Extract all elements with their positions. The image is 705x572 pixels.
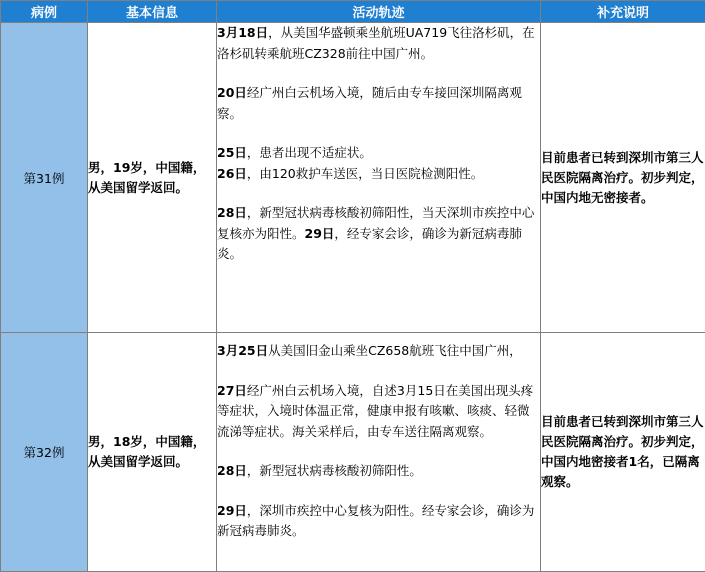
track-date: 25日 <box>217 145 247 160</box>
track-text: ，患者出现不适症状。 <box>247 145 372 160</box>
track-text: 经广州白云机场入境，随后由专车接回深圳隔离观察。 <box>217 85 522 121</box>
track-text: ，深圳市疾控中心复核为阳性。经专家会诊，确诊为新冠病毒肺炎。 <box>217 503 534 539</box>
track-text: ，新型冠状病毒核酸初筛阳性。 <box>247 463 422 478</box>
track-date: 28日 <box>217 463 247 478</box>
track-text: ，经专家会诊，确诊为新冠病毒肺炎。 <box>217 226 522 262</box>
track-text: 从美国旧金山乘坐CZ658航班飞往中国广州， <box>268 343 522 358</box>
track-paragraph <box>217 83 540 124</box>
supplementary-note: 目前患者已转到深圳市第三人民医院隔离治疗。初步判定，中国内地无密接者。 <box>541 23 705 333</box>
track-date: 29日 <box>305 226 335 241</box>
table-row <box>1 333 705 572</box>
header-case: 病例 <box>1 1 88 23</box>
track-date: 29日 <box>217 503 247 518</box>
track-date: 28日 <box>217 205 247 220</box>
track-date: 26日 <box>217 166 247 181</box>
case-id: 第31例 <box>1 23 88 333</box>
activity-track <box>217 333 541 572</box>
track-text: ，从美国华盛顿乘坐航班UA719飞往洛杉矶，在洛杉矶转乘航班CZ328前往中国广州。 <box>217 25 535 61</box>
track-date: 27日 <box>217 383 247 398</box>
track-text: ，由120救护车送医，当日医院检测阳性。 <box>247 166 483 181</box>
basic-info: 男，18岁，中国籍，从美国留学返回。 <box>88 333 217 572</box>
track-text: 经广州白云机场入境，自述3月15日在美国出现头疼等症状，入境时体温正常，健康申报有咳嗽、咳痰、轻微流涕等症状。海关采样后，由专车送往隔离观察。 <box>217 383 533 439</box>
track-date: 20日 <box>217 85 247 100</box>
supplementary-note: 目前患者已转到深圳市第三人民医院隔离治疗。初步判定，中国内地密接者1名，已隔离观察。 <box>541 333 705 572</box>
case-id: 第32例 <box>1 333 88 572</box>
track-paragraph <box>217 143 540 184</box>
header-activity-track: 活动轨迹 <box>217 1 541 23</box>
basic-info: 男，19岁，中国籍，从美国留学返回。 <box>88 23 217 333</box>
track-paragraph <box>217 461 540 482</box>
table-row <box>1 23 705 333</box>
track-date: 3月25日 <box>217 343 268 358</box>
track-paragraph <box>217 341 540 362</box>
track-paragraph <box>217 23 540 64</box>
header-row <box>1 1 705 23</box>
track-paragraph <box>217 203 540 265</box>
track-paragraph <box>217 381 540 443</box>
track-text: ，新型冠状病毒核酸初筛阳性，当天深圳市疾控中心复核亦为阳性。 <box>217 205 534 241</box>
track-date: 3月18日 <box>217 25 268 40</box>
activity-track <box>217 23 541 333</box>
header-basic-info: 基本信息 <box>88 1 217 23</box>
header-notes: 补充说明 <box>541 1 705 23</box>
track-paragraph <box>217 501 540 542</box>
